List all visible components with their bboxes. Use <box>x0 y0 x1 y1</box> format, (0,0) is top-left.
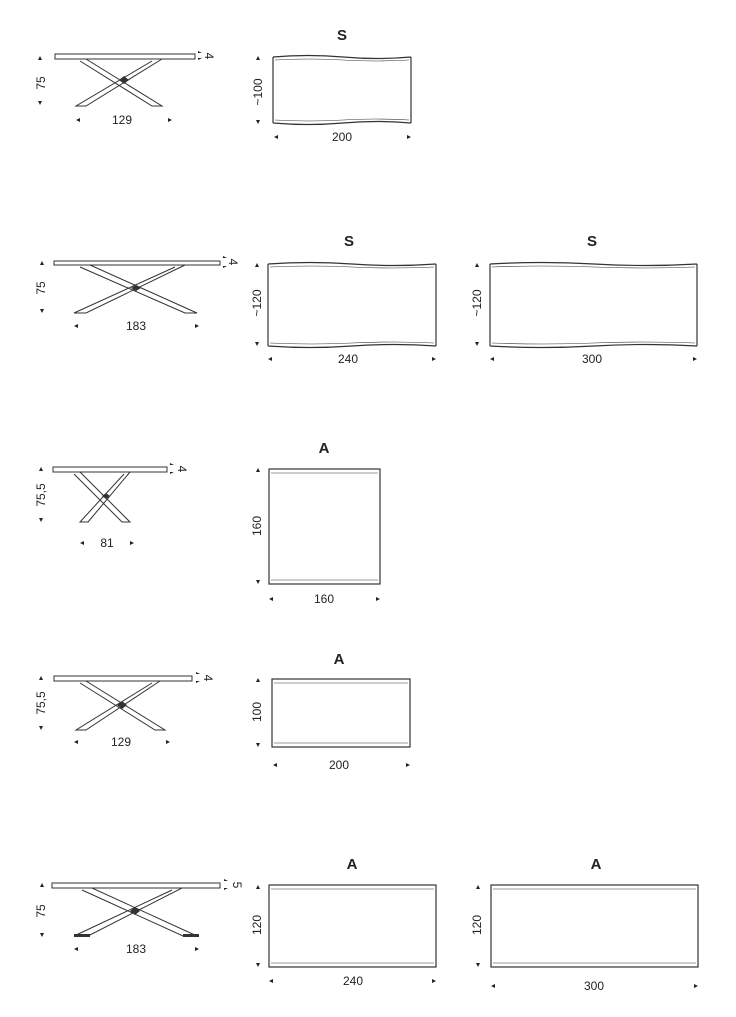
shape-label: S <box>336 27 348 44</box>
side-view-1 <box>34 51 216 127</box>
top-width-label: 240 <box>342 974 364 988</box>
top-depth-label: ~120 <box>470 289 484 317</box>
top-thickness-label: 4 <box>202 52 216 60</box>
shape-label: A <box>333 651 345 668</box>
shape-label: A <box>590 856 602 873</box>
side-height-label: 75 <box>34 76 48 90</box>
side-view-5 <box>34 879 244 956</box>
side-width-label: 81 <box>100 536 114 550</box>
row-2 <box>34 233 697 366</box>
top-width-label: 300 <box>583 979 605 993</box>
row-1 <box>34 27 411 144</box>
row-3 <box>34 440 380 606</box>
top-thickness-label: 4 <box>201 674 215 682</box>
side-view-4 <box>34 672 215 749</box>
top-thickness-label: 5 <box>230 881 244 889</box>
top-width-label: 300 <box>581 352 603 366</box>
row-4 <box>34 651 410 772</box>
side-width-label: 183 <box>125 942 147 956</box>
row-5 <box>34 856 698 993</box>
side-view-2 <box>34 256 240 333</box>
top-depth-label: ~100 <box>251 78 265 106</box>
top-depth-label: 100 <box>250 701 264 723</box>
top-thickness-label: 4 <box>175 465 189 473</box>
top-width-label: 200 <box>328 758 350 772</box>
side-height-label: 75 <box>34 281 48 295</box>
top-depth-label: 160 <box>250 515 264 537</box>
top-view-4 <box>250 651 410 772</box>
top-width-label: 240 <box>337 352 359 366</box>
shape-label: A <box>318 440 330 457</box>
top-view-1 <box>251 27 411 144</box>
top-depth-label: 120 <box>250 914 264 936</box>
side-height-label: 75,5 <box>34 483 48 507</box>
side-view-3 <box>34 463 189 550</box>
side-width-label: 129 <box>111 113 133 127</box>
top-view-5b <box>470 856 698 993</box>
top-width-label: 200 <box>331 130 353 144</box>
top-width-label: 160 <box>313 592 335 606</box>
side-height-label: 75 <box>34 904 48 918</box>
side-width-label: 129 <box>110 735 132 749</box>
top-view-2b <box>470 233 697 366</box>
shape-label: S <box>343 233 355 250</box>
side-width-label: 183 <box>125 319 147 333</box>
top-thickness-label: 4 <box>226 258 240 266</box>
top-depth-label: ~120 <box>250 289 264 317</box>
shape-label: A <box>346 856 358 873</box>
side-height-label: 75,5 <box>34 691 48 715</box>
top-view-2a <box>250 233 436 366</box>
top-depth-label: 120 <box>470 914 484 936</box>
top-view-3 <box>250 440 380 606</box>
shape-label: S <box>586 233 598 250</box>
top-view-5a <box>250 856 436 988</box>
